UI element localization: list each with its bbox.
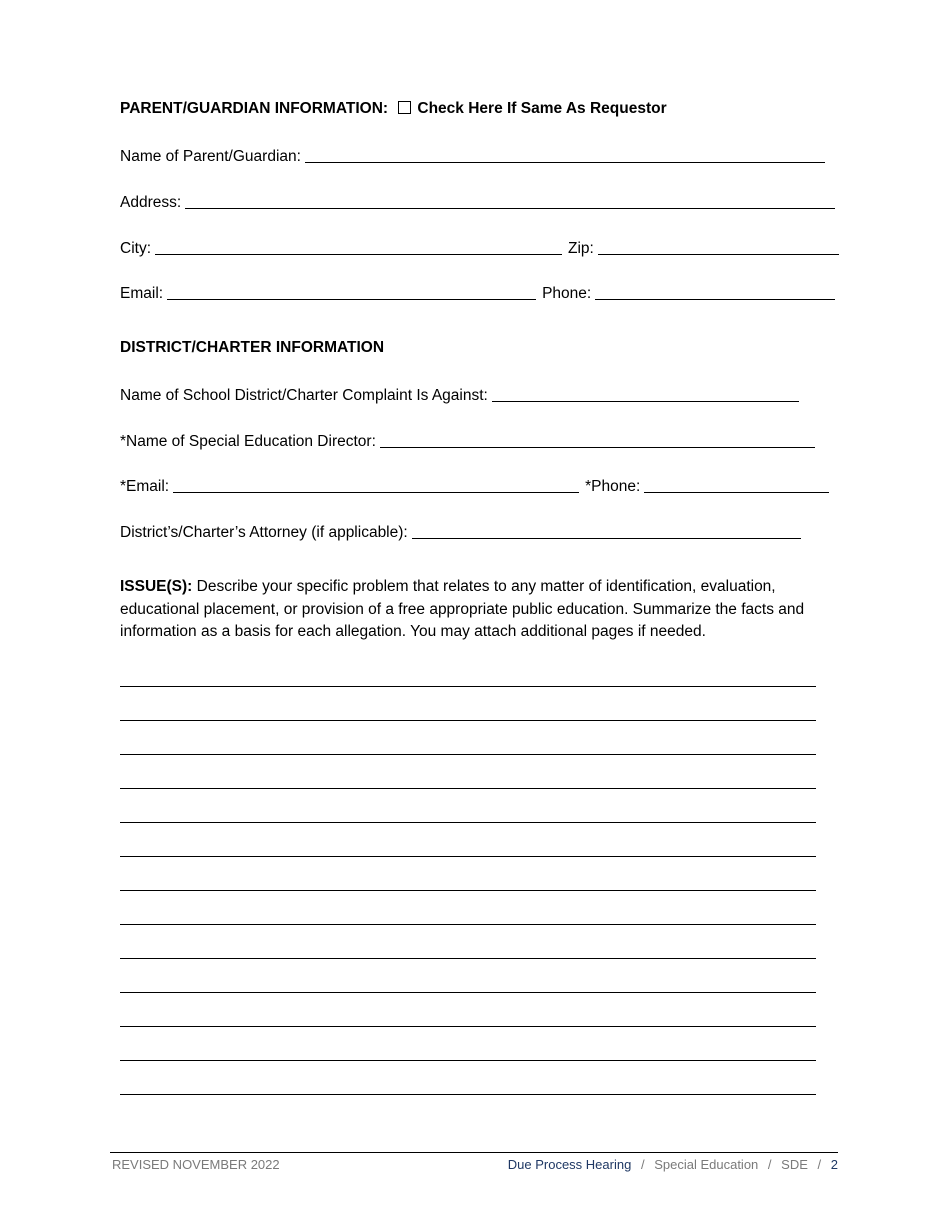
city-zip-row	[120, 234, 839, 258]
footer-section: Special Education	[654, 1157, 759, 1172]
issues-heading: ISSUE(S):	[120, 578, 193, 595]
district-name-label: Name of School District/Charter Complaint Is Against:	[120, 387, 488, 404]
parent-name-label: Name of Parent/Guardian:	[120, 148, 301, 165]
zip-label: Zip:	[568, 240, 594, 257]
district-phone-field[interactable]	[644, 476, 829, 493]
director-field[interactable]	[380, 431, 815, 448]
issue-line[interactable]	[120, 788, 816, 789]
footer-title: Due Process Hearing	[507, 1157, 632, 1172]
address-row	[120, 188, 835, 212]
parent-email-label: Email:	[120, 285, 164, 302]
footer-agency: SDE	[781, 1157, 808, 1172]
district-email-label: *Email:	[120, 478, 170, 495]
issue-line[interactable]	[120, 1026, 816, 1027]
issue-line[interactable]	[120, 1060, 816, 1061]
issue-line[interactable]	[120, 958, 816, 959]
address-field[interactable]	[185, 192, 835, 209]
issues-text: Describe your specific problem that relates to any matter of identification, evaluation, educational placement, or provision of a free appropriate public education. Summarize the facts and information as a basis for each allegation. You may attach additional pages if needed.	[120, 578, 805, 641]
parent-name-row	[120, 142, 825, 166]
issue-line[interactable]	[120, 822, 816, 823]
city-label: City:	[120, 240, 151, 257]
parent-phone-label: Phone:	[542, 285, 592, 302]
email-phone-row	[120, 279, 835, 303]
issue-line[interactable]	[120, 686, 816, 687]
issue-line[interactable]	[120, 1094, 816, 1095]
attorney-row	[120, 518, 801, 542]
issue-line[interactable]	[120, 992, 816, 993]
attorney-label: District’s/Charter’s Attorney (if applicable):	[120, 524, 408, 541]
footer-separator: /	[767, 1157, 772, 1172]
footer-separator: /	[640, 1157, 645, 1172]
director-label: *Name of Special Education Director:	[120, 433, 376, 450]
footer-breadcrumb	[508, 1157, 838, 1172]
attorney-field[interactable]	[412, 522, 801, 539]
footer-divider	[110, 1152, 838, 1153]
district-name-row	[120, 381, 799, 405]
city-field[interactable]	[155, 238, 562, 255]
zip-field[interactable]	[598, 238, 839, 255]
issue-line[interactable]	[120, 890, 816, 891]
parent-name-field[interactable]	[305, 146, 825, 163]
issues-description	[120, 576, 810, 644]
district-phone-label: *Phone:	[585, 478, 641, 495]
parent-section-title: PARENT/GUARDIAN INFORMATION:	[120, 100, 389, 117]
same-as-requestor-label: Check Here If Same As Requestor	[417, 100, 667, 117]
issue-line[interactable]	[120, 856, 816, 857]
district-name-field[interactable]	[492, 385, 799, 402]
parent-email-field[interactable]	[167, 283, 536, 300]
address-label: Address:	[120, 194, 182, 211]
parent-phone-field[interactable]	[595, 283, 835, 300]
footer-page-number: 2	[830, 1157, 838, 1172]
district-section-heading: DISTRICT/CHARTER INFORMATION	[120, 339, 385, 356]
parent-section-heading	[120, 100, 667, 118]
director-row	[120, 427, 815, 451]
same-as-requestor-checkbox[interactable]	[398, 101, 411, 114]
district-email-field[interactable]	[173, 476, 579, 493]
footer-revised: REVISED NOVEMBER 2022	[112, 1157, 280, 1172]
issue-line[interactable]	[120, 924, 816, 925]
issue-line[interactable]	[120, 720, 816, 721]
issue-line[interactable]	[120, 754, 816, 755]
footer-separator: /	[817, 1157, 822, 1172]
district-email-phone-row	[120, 472, 829, 496]
